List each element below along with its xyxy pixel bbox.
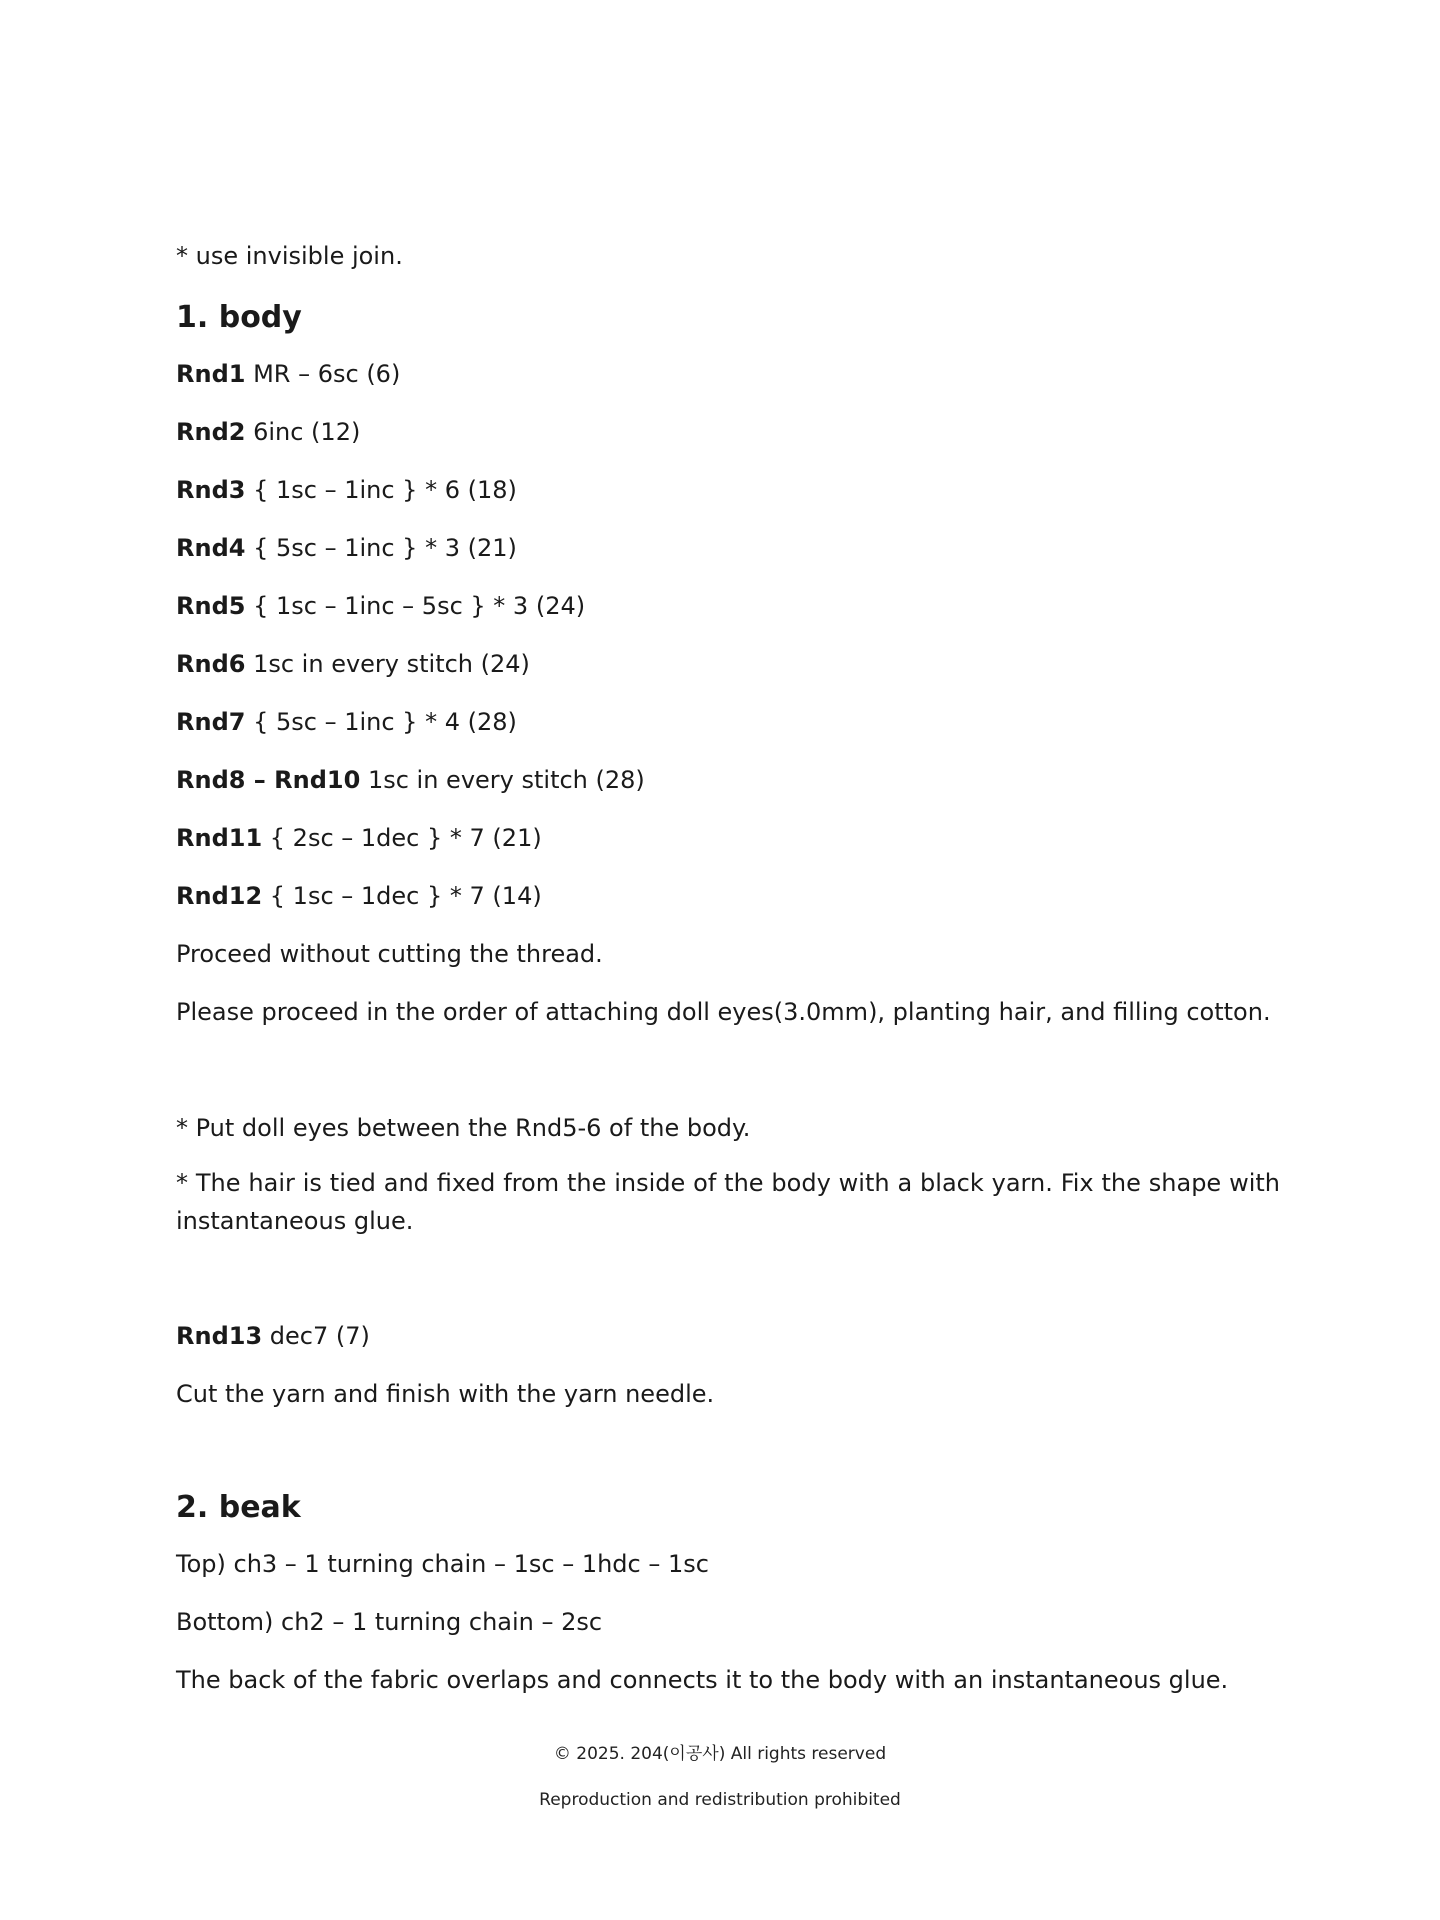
round-instruction: { 1sc – 1dec } * 7 (14): [262, 882, 542, 910]
round-line: [176, 416, 1280, 448]
round-instruction: 1sc in every stitch (24): [245, 650, 530, 678]
intro-note: * use invisible join.: [176, 242, 403, 270]
round-line: [176, 764, 1280, 796]
beak-attach-note: The back of the fabric overlaps and connects it to the body with an instantaneous glue.: [176, 1666, 1229, 1694]
round-line: [176, 1320, 1280, 1352]
body-rounds-list: [176, 358, 1280, 912]
round-instruction: { 1sc – 1inc } * 6 (18): [245, 476, 517, 504]
hair-note: * The hair is tied and fixed from the inside of the body with a black yarn. Fix the shape with instantaneous glue.: [176, 1169, 1280, 1235]
beak-bottom-instruction: Bottom) ch2 – 1 turning chain – 2sc: [176, 1608, 603, 1636]
round-instruction: MR – 6sc (6): [245, 360, 401, 388]
round-line: [176, 822, 1280, 854]
round-line: [176, 532, 1280, 564]
round-line: [176, 648, 1280, 680]
round-instruction: { 5sc – 1inc } * 3 (21): [245, 534, 517, 562]
proceed-note: Proceed without cutting the thread.: [176, 940, 603, 968]
round-line: [176, 880, 1280, 912]
round-label: Rnd11: [176, 824, 263, 852]
pattern-content: [176, 240, 1280, 1696]
round-instruction: dec7 (7): [262, 1322, 370, 1350]
round-line: [176, 358, 1280, 390]
round-label: Rnd2: [176, 418, 246, 446]
round-label: Rnd4: [176, 534, 246, 562]
round-instruction: { 1sc – 1inc – 5sc } * 3 (24): [245, 592, 586, 620]
round-instruction: { 5sc – 1inc } * 4 (28): [245, 708, 517, 736]
round-line: [176, 590, 1280, 622]
round-instruction: 6inc (12): [245, 418, 361, 446]
beak-top-instruction: Top) ch3 – 1 turning chain – 1sc – 1hdc – 1sc: [176, 1550, 709, 1578]
body-heading: 1. body: [176, 300, 302, 335]
beak-heading: 2. beak: [176, 1490, 301, 1525]
round-label: Rnd12: [176, 882, 263, 910]
round-label: Rnd13: [176, 1322, 263, 1350]
round-label: Rnd1: [176, 360, 246, 388]
round-label: Rnd6: [176, 650, 246, 678]
round-label: Rnd7: [176, 708, 246, 736]
round-label: Rnd3: [176, 476, 246, 504]
round-line: [176, 474, 1280, 506]
round-label: Rnd5: [176, 592, 246, 620]
finish-note: Cut the yarn and finish with the yarn needle.: [176, 1380, 715, 1408]
order-note: Please proceed in the order of attaching doll eyes(3.0mm), planting hair, and filling cotton.: [176, 998, 1271, 1026]
round-instruction: { 2sc – 1dec } * 7 (21): [262, 824, 542, 852]
redistribution-notice: Reproduction and redistribution prohibited: [539, 1790, 901, 1810]
eyes-note: * Put doll eyes between the Rnd5-6 of the body.: [176, 1114, 751, 1142]
round-label: Rnd8 – Rnd10: [176, 766, 361, 794]
round-line: [176, 706, 1280, 738]
round-instruction: 1sc in every stitch (28): [360, 766, 645, 794]
copyright-line: © 2025. 204(이공사) All rights reserved: [553, 1744, 887, 1764]
